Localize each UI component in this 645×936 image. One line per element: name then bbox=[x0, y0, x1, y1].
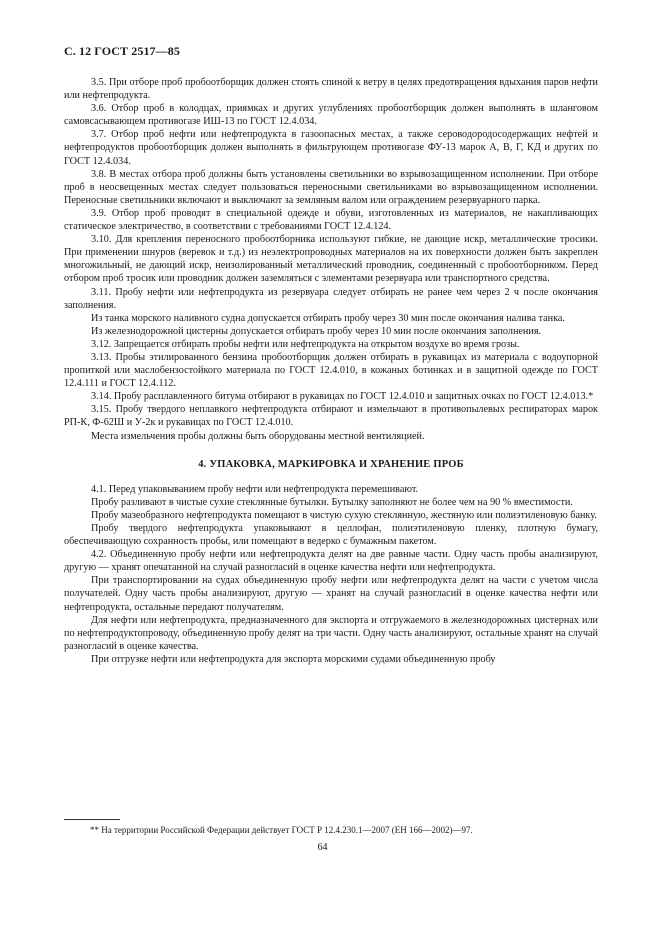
paragraph-3-11: 3.11. Пробу нефти или нефтепродукта из резервуара следует отбирать не ранее чем через 2 ч после окончания заполнения. bbox=[64, 286, 598, 311]
running-header: С. 12 ГОСТ 2517—85 bbox=[64, 44, 180, 58]
page-number: 64 bbox=[317, 842, 328, 853]
section-title: 4. УПАКОВКА, МАРКИРОВКА И ХРАНЕНИЕ ПРОБ bbox=[198, 458, 464, 470]
footnote-rule bbox=[64, 819, 120, 820]
paragraph-3-5: 3.5. При отборе проб пробоотборщик должен стоять спиной к ветру в целях предотвращения вдыхания паров нефти или нефтепродукта. bbox=[64, 77, 598, 102]
paragraph-3-11-tanker: Из танка морского наливного судна допускается отбирать пробу через 30 мин после окончания налива танка. bbox=[91, 312, 565, 324]
paragraph-4-2-export-rail: Для нефти или нефтепродукта, предназначенного для экспорта и отгружаемого в железнодорожных цистернах или по нефтепродуктопроводу, объединенную пробу делят на три части. Одну часть анализируют, остальные хранят на случай разногласий в оценке качества. bbox=[64, 614, 598, 652]
paragraph-4-1-solid: Пробу твердого нефтепродукта упаковывают в целлофан, полиэтиленовую пленку, плотную бумагу, обеспечивающую сохранность пробы, или помещают в ведерко с бумажным пакетом. bbox=[64, 523, 598, 548]
paragraph-3-15-ventilation: Места измельчения пробы должны быть оборудованы местной вентиляцией. bbox=[91, 430, 425, 442]
paragraph-3-11-railcar: Из железнодорожной цистерны допускается отбирать пробу через 10 мин после окончания заполнения. bbox=[91, 325, 542, 337]
paragraph-3-14: 3.14. Пробу расплавленного битума отбирают в рукавицах по ГОСТ 12.4.010 и защитных очках по ГОСТ 12.4.013.* bbox=[91, 391, 594, 403]
paragraph-3-9: 3.9. Отбор проб проводят в специальной одежде и обуви, изготовленных из материалов, не накапливающих статическое электричество, в соответствии с требованиями ГОСТ 12.4.124. bbox=[64, 207, 598, 233]
body-text bbox=[64, 76, 598, 666]
paragraph-3-8: 3.8. В местах отбора проб должны быть установлены светильники во взрывозащищенном исполнении. При отборе проб в неосвещенных местах следует пользоваться переносными светильниками во взрывозащищенном исполнении. Переносные светильники включают и выключают за земляным валом или ограждением резервуарного парка. bbox=[64, 168, 598, 206]
paragraph-3-13: 3.13. Пробы этилированного бензина пробоотборщик должен отбирать в рукавицах из материала с водоупорной пропиткой или маслобензостойкого материала по ГОСТ 12.4.010, в кожаных ботинках и в защитной одежде по ГОСТ 12.4.111 и ГОСТ 12.4.112. bbox=[64, 351, 598, 390]
paragraph-4-2-ships: При транспортировании на судах объединенную пробу нефти или нефтепродукта делят на части с учетом числа получателей. Одну часть пробы анализируют, другую — хранят на случай разногласий в оценке качества нефти или нефтепродукта, остальные передают получателям. bbox=[64, 575, 598, 613]
paragraph-4-1: 4.1. Перед упаковыванием пробу нефти или нефтепродукта перемешивают. bbox=[91, 483, 419, 495]
paragraph-4-2-export-sea: При отгрузке нефти или нефтепродукта для экспорта морскими судами объединенную пробу bbox=[91, 653, 496, 665]
paragraph-4-1-bottles: Пробу разливают в чистые сухие стеклянные бутылки. Бутылку заполняют не более чем на 90 % вместимости. bbox=[91, 496, 573, 508]
footnote: ** На территории Российской Федерации действует ГОСТ Р 12.4.230.1—2007 (ЕН 166—2002)—97. bbox=[90, 825, 473, 835]
paragraph-4-2: 4.2. Объединенную пробу нефти или нефтепродукта делят на две равные части. Одну часть пробы анализируют, другую — хранят опечатанной на случай разногласий в оценке качества нефти или нефтепродукта. bbox=[64, 549, 598, 574]
paragraph-3-15: 3.15. Пробу твердого неплавкого нефтепродукта отбирают и измельчают в противопылевых респираторах марок РП-К, Ф-62Ш и У-2к и рукавицах по ГОСТ 12.4.010. bbox=[64, 404, 598, 429]
paragraph-3-6: 3.6. Отбор проб в колодцах, приямках и других углублениях пробоотборщик должен выполнять в шланговом самовсасывающем противогазе ИШ-13 по ГОСТ 12.4.034. bbox=[64, 103, 598, 128]
paragraph-3-10: 3.10. Для крепления переносного пробоотборника используют гибкие, не дающие искр, металлические тросики. При применении шнуров (веревок и т.д.) из неэлектропроводных материалов на их поверхности должен быть закреплен многожильный, не дающий искр, неизолированный металлический проводник, соединенный с пробоотборником. Перед отбором проб тросик или проводник должен заземляться с элементами резервуара или транспортного средства. bbox=[64, 234, 598, 285]
paragraph-3-12: 3.12. Запрещается отбирать пробы нефти или нефтепродукта на открытом воздухе во время грозы. bbox=[91, 338, 520, 350]
paragraph-4-1-ointment: Пробу мазеобразного нефтепродукта помещают в чистую сухую стеклянную, жестяную или полиэтиленовую банку. bbox=[91, 509, 597, 521]
paragraph-3-7: 3.7. Отбор проб нефти или нефтепродукта в газоопасных местах, а также сероводородосодержащих нефтей и нефтепродуктов пробоотборщик должен выполнять в фильтрующем противогазе ФУ-13 марок А, В, Г, КД и других по ГОСТ 12.4.034. bbox=[64, 129, 598, 167]
